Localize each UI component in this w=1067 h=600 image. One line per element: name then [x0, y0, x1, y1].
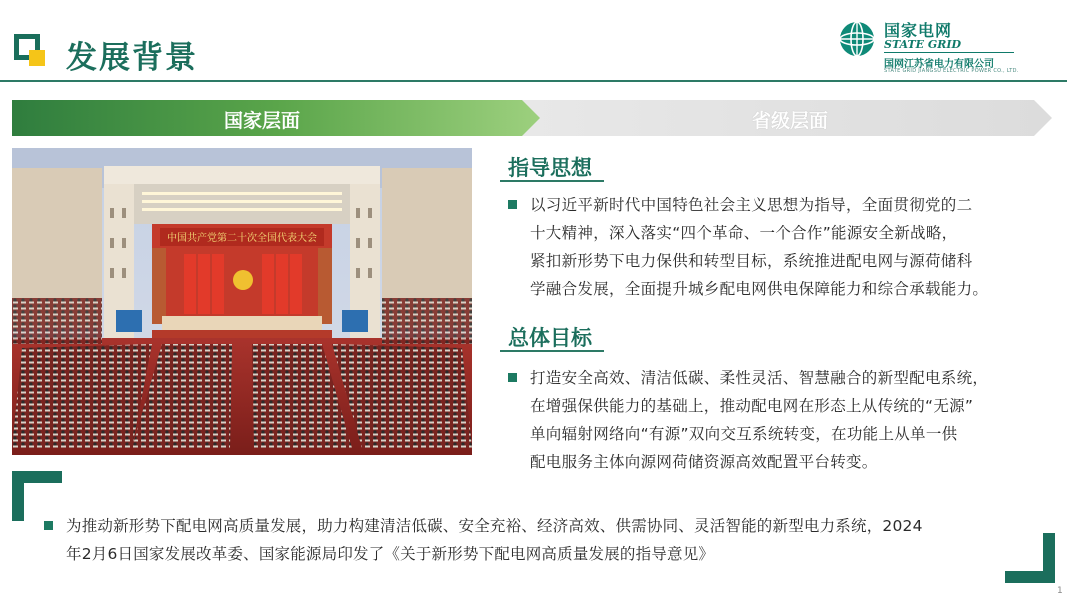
text-line: 打造安全高效、清洁低碳、柔性灵活、智慧融合的新型配电系统， — [530, 369, 989, 387]
section-title-goal: 总体目标 — [508, 326, 592, 350]
page-number: 1 — [1057, 586, 1063, 596]
logo-name-cn: 国家电网 — [884, 21, 953, 40]
bottom-left-bracket — [12, 471, 62, 521]
state-grid-logo — [838, 16, 1038, 76]
bullet-bottom — [44, 521, 53, 530]
title-divider — [0, 80, 1067, 82]
bottom-text — [66, 512, 1041, 568]
state-grid-globe-icon — [838, 20, 876, 58]
tab-arrows — [12, 100, 1052, 136]
logo-name-en: STATE GRID — [884, 38, 962, 51]
photo-banner: 中国共产党第二十次全国代表大会 — [167, 233, 317, 244]
bullet-guiding — [508, 200, 517, 209]
title-square-icon — [14, 34, 52, 68]
text-line: 年2月6日国家发展改革委、国家能源局印发了《关于新形势下配电网高质量发展的指导意见》 — [66, 545, 715, 563]
bullet-goal — [508, 373, 517, 382]
section-text-goal — [530, 364, 1050, 476]
section-title-guiding: 指导思想 — [508, 156, 592, 180]
logo-divider — [884, 52, 1014, 53]
text-line: 以习近平新时代中国特色社会主义思想为指导，全面贯彻党的二 — [530, 196, 973, 214]
section-underline-guiding — [500, 180, 604, 182]
section-underline-goal — [500, 350, 604, 352]
text-line: 紧扣新形势下电力保供和转型目标，系统推进配电网与源荷储科 — [530, 252, 973, 270]
text-line: 为推动新形势下配电网高质量发展，助力构建清洁低碳、安全充裕、经济高效、供需协同、灵活智能的新型电力系统，2024 — [66, 517, 923, 535]
text-line: 单向辐射网络向“有源”双向交互系统转变，在功能上从单一供 — [530, 425, 958, 443]
section-text-guiding — [530, 191, 1050, 303]
tab-national-label[interactable]: 国家层面 — [224, 110, 301, 132]
logo-company-cn: 国网江苏省电力有限公司 — [884, 59, 994, 70]
text-line: 配电服务主体向源网荷储资源高效配置平台转变。 — [530, 453, 878, 471]
logo-company-en: STATE GRID JIANGSU ELECTRIC POWER CO., LTD. — [884, 68, 1019, 74]
text-line: 十大精神，深入落实“四个革命、一个合作”能源安全新战略， — [530, 224, 958, 242]
tab-province-label[interactable]: 省级层面 — [752, 110, 829, 132]
page-title: 发展背景 — [66, 40, 198, 76]
text-line: 学融合发展，全面提升城乡配电网供电保障能力和综合承载能力。 — [530, 280, 989, 298]
text-line: 在增强保供能力的基础上，推动配电网在形态上从传统的“无源” — [530, 397, 974, 415]
level-tabs — [12, 100, 1052, 136]
congress-photo — [12, 148, 472, 455]
